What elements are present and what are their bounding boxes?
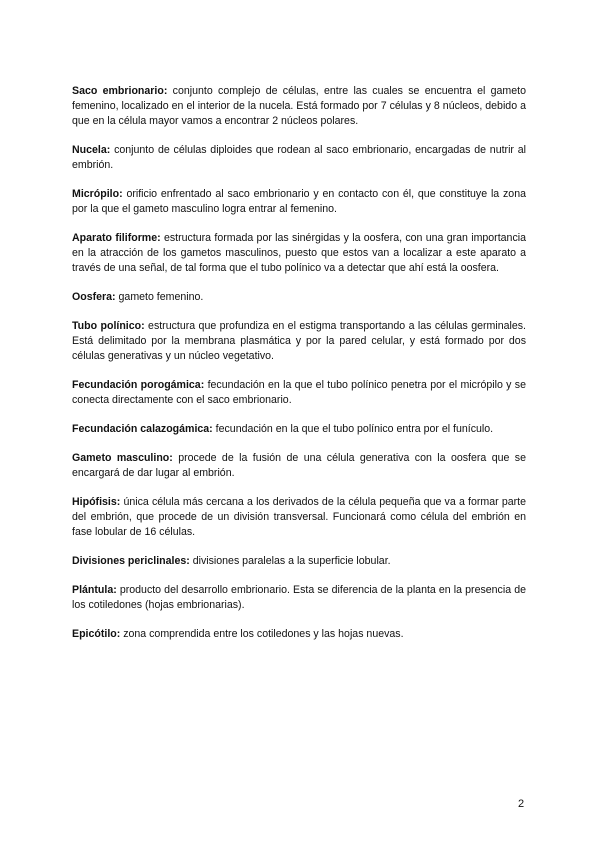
glossary-definition: procede de la fusión de una célula generativa con la oosfera que se encargará de dar lugar al embrión. bbox=[72, 452, 526, 479]
glossary-term: Saco embrionario: bbox=[72, 85, 168, 97]
glossary-definition: divisiones paralelas a la superficie lobular. bbox=[192, 555, 391, 567]
glossary-entry bbox=[72, 319, 526, 364]
glossary-entry bbox=[72, 495, 526, 540]
glossary-term: Gameto masculino: bbox=[72, 452, 173, 464]
glossary-term: Fecundación porogámica: bbox=[72, 379, 205, 391]
glossary-term: Tubo polínico: bbox=[72, 320, 145, 332]
glossary-term: Aparato filiforme: bbox=[72, 232, 161, 244]
glossary-term: Micrópilo: bbox=[72, 188, 123, 200]
glossary-definition: conjunto de células diploides que rodean al saco embrionario, encargadas de nutrir al embrión. bbox=[72, 144, 526, 171]
glossary-term: Hipófisis: bbox=[72, 496, 121, 508]
glossary-term: Fecundación calazogámica: bbox=[72, 423, 213, 435]
glossary-entry bbox=[72, 143, 526, 173]
glossary-definition: orificio enfrentado al saco embrionario y en contacto con él, que constituye la zona por la que el gameto masculino logra entrar al femenino. bbox=[72, 188, 526, 215]
glossary-term: Nucela: bbox=[72, 144, 111, 156]
glossary-entry bbox=[72, 451, 526, 481]
glossary-term: Epicótilo: bbox=[72, 628, 121, 640]
glossary-entry bbox=[72, 583, 526, 613]
glossary-definition: estructura formada por las sinérgidas y la oosfera, con una gran importancia en la atracción de los gametos masculinos, puesto que estos van a localizar a este aparato a través de una señal, de tal forma que el tubo polínico va a detectar que ahí está la oosfera. bbox=[72, 232, 526, 274]
glossary-term: Plántula: bbox=[72, 584, 117, 596]
glossary-definition: conjunto complejo de células, entre las cuales se encuentra el gameto femenino, localizado en el interior de la nucela. Está formado por 7 células y 8 núcleos, debido a que en la célula mayor vamos a encontrar 2 núcleos polares. bbox=[72, 85, 526, 127]
glossary-entry bbox=[72, 290, 526, 305]
glossary-term: Oosfera: bbox=[72, 291, 116, 303]
glossary-entry bbox=[72, 187, 526, 217]
glossary-definition: fecundación en la que el tubo polínico penetra por el micrópilo y se conecta directamente con el saco embrionario. bbox=[72, 379, 526, 406]
glossary-definition: producto del desarrollo embrionario. Esta se diferencia de la planta en la presencia de los cotiledones (hojas embrionarias). bbox=[72, 584, 526, 611]
page-number: 2 bbox=[518, 798, 525, 810]
glossary-definition: única célula más cercana a los derivados de la célula pequeña que va a formar parte del embrión, que procede de un división transversal. Funcionará como célula del embrión en fase lobular de 16 células. bbox=[72, 496, 526, 538]
glossary-entry bbox=[72, 422, 526, 437]
glossary-content bbox=[72, 84, 526, 656]
glossary-entry bbox=[72, 231, 526, 276]
glossary-entry bbox=[72, 378, 526, 408]
glossary-definition: gameto femenino. bbox=[118, 291, 204, 303]
glossary-term: Divisiones periclinales: bbox=[72, 555, 190, 567]
glossary-definition: zona comprendida entre los cotiledones y las hojas nuevas. bbox=[123, 628, 404, 640]
glossary-entry bbox=[72, 554, 526, 569]
glossary-definition: estructura que profundiza en el estigma transportando a las células germinales. Está delimitado por la membrana plasmática y por la pared celular, y está formado por dos células generativas y un núcleo vegetativo. bbox=[72, 320, 526, 362]
glossary-definition: fecundación en la que el tubo polínico entra por el funículo. bbox=[215, 423, 494, 435]
glossary-entry bbox=[72, 84, 526, 129]
glossary-entry bbox=[72, 627, 526, 642]
